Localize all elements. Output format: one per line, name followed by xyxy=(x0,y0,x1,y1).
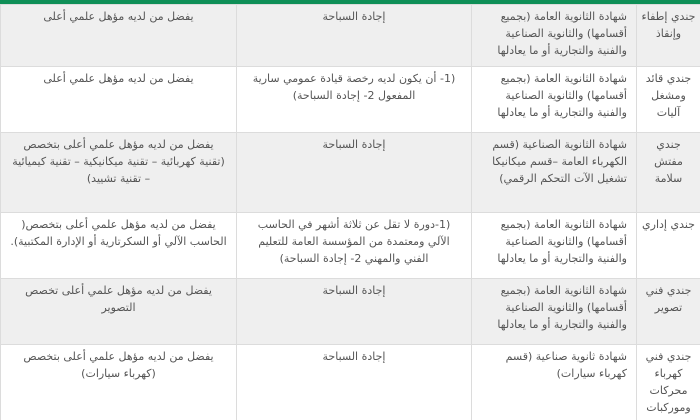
rank-cell: جندي فني كهرباء محركات وموركبات xyxy=(637,345,700,420)
education-cell: شهادة ثانوية صناعية (قسم كهرباء سيارات) xyxy=(472,345,637,420)
education-cell: شهادة الثانوية العامة (بجميع أقسامها) والثانوية الصناعية والفنية والتجارية أو ما يعادلها xyxy=(472,67,637,133)
table-row xyxy=(1,279,700,345)
preference-cell: يفضل من لديه مؤهل علمي أعلى xyxy=(1,67,237,133)
rank-cell: جندي إداري xyxy=(637,213,700,279)
requirements-cell: (1-دورة لا تقل عن ثلاثة أشهر في الحاسب الآلي ومعتمدة من المؤسسة العامة للتعليم الفني والمهني 2- إجادة السباحة) xyxy=(237,213,472,279)
table-row xyxy=(1,213,700,279)
preference-cell: يفضل من لديه مؤهل علمي أعلى بتخصص( الحاسب الآلي أو السكرتارية أو الإدارة المكتبية). xyxy=(1,213,237,279)
education-cell: شهادة الثانوية العامة (بجميع أقسامها) والثانوية الصناعية والفنية والتجارية أو ما يعادلها xyxy=(472,279,637,345)
rank-cell: جندي فني تصوير xyxy=(637,279,700,345)
education-cell: شهادة الثانوية العامة (بجميع أقسامها) والثانوية الصناعية والفنية والتجارية أو ما يعادلها xyxy=(472,213,637,279)
education-cell: شهادة الثانوية الصناعية (قسم الكهرباء العامة –قسم ميكانيكا تشغيل الآت التحكم الرقمي) xyxy=(472,133,637,213)
rank-cell: جندي مفتش سلامة xyxy=(637,133,700,213)
requirements-cell: إجادة السباحة xyxy=(237,279,472,345)
preference-cell: يفضل من لديه مؤهل علمي أعلى بتخصص (كهرباء سيارات) xyxy=(1,345,237,420)
preference-cell: يفضل من لديه مؤهل علمي أعلى بتخصص (تقنية كهربائية – تقنية ميكانيكية – تقنية كيميائية – تقنية تشييد) xyxy=(1,133,237,213)
table-row xyxy=(1,345,700,420)
rank-cell: جندي إطفاء وإنقاذ xyxy=(637,5,700,67)
table-row xyxy=(1,133,700,213)
requirements-cell: إجادة السباحة xyxy=(237,5,472,67)
requirements-cell: (1- أن يكون لديه رخصة قيادة عمومي سارية المفعول 2- إجادة السباحة) xyxy=(237,67,472,133)
table-row xyxy=(1,5,700,67)
requirements-cell: إجادة السباحة xyxy=(237,345,472,420)
jobs-table xyxy=(0,4,700,420)
table-row xyxy=(1,67,700,133)
education-cell: شهادة الثانوية العامة (بجميع أقسامها) والثانوية الصناعية والفنية والتجارية أو ما يعادلها xyxy=(472,5,637,67)
rank-cell: جندي قائد ومشغل آليات xyxy=(637,67,700,133)
requirements-cell: إجادة السباحة xyxy=(237,133,472,213)
preference-cell: يفضل من لديه مؤهل علمي أعلى تخصص التصوير xyxy=(1,279,237,345)
preference-cell: يفضل من لديه مؤهل علمي أعلى xyxy=(1,5,237,67)
